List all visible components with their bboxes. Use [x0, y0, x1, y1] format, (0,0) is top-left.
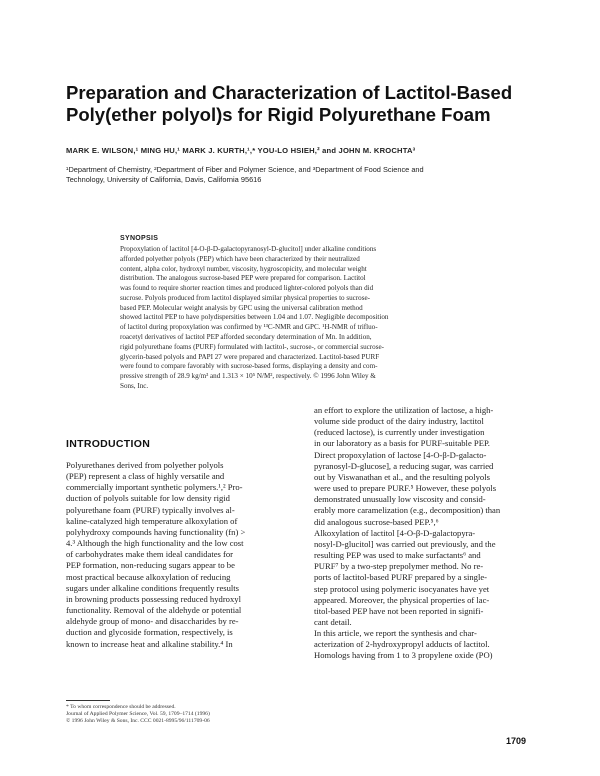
body-line: (reduced lactose), is currently under investigation — [314, 427, 485, 438]
body-line: Polyurethanes derived from polyether polyols — [66, 460, 224, 470]
synopsis-text — [120, 245, 490, 392]
synopsis-line: were found to compare favorably with sucrose-based forms, displaying a density and com- — [120, 362, 378, 371]
footnote-line: * To whom correspondence should be addressed. — [66, 704, 176, 710]
body-line: known to increase heat and alkaline stability.⁴ In — [66, 638, 233, 649]
body-line: in our laboratory as a basis for PURF-suitable PEP. — [314, 438, 490, 449]
synopsis-line: of lactitol during propoxylation was confirmed by ¹³C-NMR and GPC. ¹H-NMR of trifluo- — [120, 323, 378, 332]
introduction-left-text — [66, 460, 302, 650]
synopsis-line: Sons, Inc. — [120, 381, 149, 390]
footnote-line: Journal of Applied Polymer Science, Vol. 59, 1709–1714 (1996) — [66, 711, 210, 718]
body-line: ports of lactitol-based PURF prepared by a single- — [314, 572, 488, 583]
synopsis-line: glycerin-based polyols and PAPI 27 were prepared and characterized. Lactitol-based PURF — [120, 352, 380, 361]
synopsis-line: roacetyl derivatives of lactitol PEP afforded secondary determination of Mn. In addition, — [120, 333, 372, 342]
body-line: pyranosyl-D-glucose], a reducing sugar, was carried — [314, 460, 494, 471]
synopsis-line: rigid polyurethane foams (PURF) formulated with lactitol-, sucrose-, or commercial sucrose- — [120, 342, 384, 351]
body-line: Homologs having from 1 to 3 propylene oxide (PO) — [314, 650, 493, 661]
body-line: erably more caramelization (e.g., decomposition) than — [314, 505, 501, 516]
right-column — [314, 405, 550, 662]
body-line: (PEP) represent a class of highly versatile and — [66, 471, 225, 482]
title-line: Preparation and Characterization of Lactitol-Based — [66, 82, 513, 103]
body-line: commercially important synthetic polymers.¹,² Pro- — [66, 482, 243, 493]
page-number: 1709 — [506, 736, 527, 746]
introduction-right-text — [314, 405, 550, 662]
body-line: acterization of 2-hydroxypropyl adducts of lactitol. — [314, 639, 490, 650]
body-line: out by Viswanathan et al., and the resulting polyols — [314, 471, 490, 482]
body-line: in browning products possessing reduced hydroxyl — [66, 593, 241, 604]
body-line: In this article, we report the synthesis and char- — [314, 628, 477, 639]
body-line: kaline-catalyzed high temperature alkoxylation of — [66, 515, 238, 526]
body-line: demonstrated unusually low viscosity and consid- — [314, 494, 486, 505]
body-line: PEP formation, non-reducing sugars appear to be — [66, 560, 235, 571]
body-line: duction and glycoside formation, respectively, is — [66, 627, 233, 638]
synopsis-line: based PEP. Molecular weight analysis by GPC using the universal calibration method — [120, 303, 363, 312]
body-line: polyhydroxy compounds having functionality (fn) > — [66, 526, 246, 537]
synopsis-line: was found to require shorter reaction times and produced lighter-colored polyols than did — [120, 284, 374, 293]
synopsis-line: content, alpha color, hydroxyl number, viscosity, hygroscopicity, and molecular weight — [120, 264, 367, 273]
synopsis-line: distribution. The analogous sucrose-based PEP were prepared for comparison. Lactitol — [120, 274, 366, 283]
body-line: appeared. Moreover, the physical properties of lac- — [314, 594, 490, 605]
synopsis-line: Propoxylation of lactitol [4-O-β-D-galactopyranosyl-D-glucitol] under alkaline conditions — [120, 245, 377, 253]
affiliations — [66, 165, 536, 185]
title-line: Poly(ether polyol)s for Rigid Polyurethane Foam — [66, 104, 491, 125]
body-line: functionality. Removal of the aldehyde or potential — [66, 605, 242, 616]
body-line: volume side product of the dairy industry, lactitol — [314, 416, 484, 427]
body-line: duction of polyols suitable for low density rigid — [66, 493, 230, 504]
body-line: did analogous sucrose-based PEP.⁵,⁶ — [314, 516, 439, 527]
affiliation-line: Technology, University of California, Davis, California 95616 — [66, 174, 262, 184]
body-line: an effort to explore the utilization of lactose, a high- — [314, 405, 494, 415]
footnote-line: © 1996 John Wiley & Sons, Inc. CCC 0021-8995/96/111709-06 — [66, 718, 210, 725]
body-line: sugars under alkaline conditions frequently results — [66, 582, 240, 593]
body-line: of carbohydrates make them ideal candidates for — [66, 549, 234, 560]
body-line: PURF⁷ by a two-step prepolymer method. No re- — [314, 561, 484, 572]
body-line: 4.³ Although the high functionality and the low cost — [66, 538, 244, 549]
body-line: most practical because alkoxylation of reducing — [66, 571, 231, 582]
introduction-heading: INTRODUCTION — [66, 438, 151, 450]
body-line: step protocol using polymeric isocyanates have yet — [314, 583, 490, 594]
author-list: MARK E. WILSON,¹ MING HU,¹ MARK J. KURTH,¹,* YOU-LO HSIEH,² and JOHN M. KROCHTA³ — [66, 146, 416, 155]
body-line: titol-based PEP have not been reported in signifi- — [314, 605, 484, 616]
synopsis-line: showed lactitol PEP to have polydispersities between 1.04 and 1.07. Negligible decomposition — [120, 313, 389, 322]
body-line: polyurethane foam (PURF) typically involves al- — [66, 504, 235, 515]
body-line: nosyl-D-glucitol] was carried out previously, and the — [314, 538, 496, 549]
body-line: Direct propoxylation of lactose [4-O-β-D-galacto- — [314, 449, 487, 460]
body-line: aldehyde group of mono- and disaccharides by re- — [66, 616, 239, 627]
synopsis-heading: SYNOPSIS — [120, 235, 159, 242]
article-title — [66, 82, 546, 126]
affiliation-line: ¹Department of Chemistry, ²Department of Fiber and Polymer Science, and ³Department of Food Science and — [66, 165, 424, 174]
synopsis-line: sucrose. Polyols produced from lactitol displayed similar physical properties to sucrose- — [120, 293, 370, 302]
body-line: Alkoxylation of lactitol [4-O-β-D-galactopyra- — [314, 527, 476, 538]
body-line: cant detail. — [314, 616, 352, 627]
synopsis-block — [120, 235, 490, 392]
body-line: were used to prepare PURF.⁵ However, these polyols — [314, 483, 497, 494]
footnote-rule — [66, 700, 110, 701]
footnote-block — [66, 704, 302, 726]
body-line: resulting PEP was used to make surfactants⁶ and — [314, 550, 481, 561]
left-column — [66, 438, 302, 650]
synopsis-line: afforded polyether polyols (PEP) which have been characterized by their neutralized — [120, 254, 360, 263]
synopsis-line: pressive strength of 28.9 kg/m³ and 1.313 × 10⁵ N/M², respectively. © 1996 John Wiley & — [120, 372, 376, 381]
